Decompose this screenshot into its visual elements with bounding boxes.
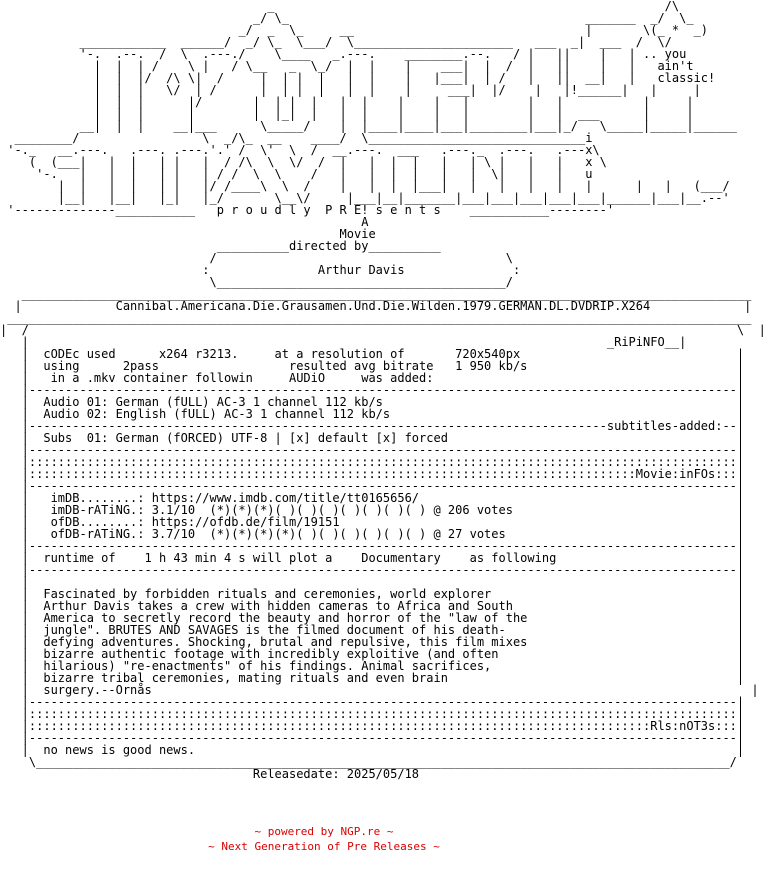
- container-line: | in a .mkv container followin AUDiO was added: |: [0, 371, 745, 385]
- imdb-link-line: | imDB........: https://www.imdb.com/title/tt0165656/ |: [0, 491, 745, 505]
- ofdb-rating-line: | ofDB-rATiNG.: 3.7/10 (*)(*)(*)(*)( )( )( )( )( )( ) @ 27 votes |: [0, 527, 745, 541]
- logo-side-letter-line: ( (___| | | | | | / /\ \ \/ / | | | | | | \ | | | x \: [0, 155, 607, 169]
- logo-tagline-line: '-. .--. / \ .---./ \____ _.---. ________.--. / | || | | .. you: [0, 47, 687, 61]
- audio-2-line: | Audio 02: English (fULL) AC-3 1 channel 112 kb/s |: [0, 407, 745, 421]
- ascii-logo-line: | | | \/ | / | | | | | | | ___| |/ | |!______| | |: [0, 83, 701, 97]
- ascii-logo-line: | | | | | | |/ /____\ \ / | | | |___| | | | | | | | (___/: [0, 179, 730, 193]
- divider: |--------------------------------------------------------------------------------------------------|: [0, 539, 745, 553]
- runtime-line: | runtime of 1 h 43 min 4 s will plot a Documentary as following |: [0, 551, 745, 565]
- dots-divider: |::::::::::::::::::::::::::::::::::::::::::::::::::::::::::::::::::::::::::::::::::::::::::::::::::|: [0, 707, 745, 721]
- ascii-logo-line: | | | |/ | | | | | | | | | | | | |: [0, 95, 694, 109]
- logo-side-letter-line: ________/ \ _/\_ __ ____/ \______________________________i: [0, 131, 607, 145]
- ascii-logo-line: _/ \_ _______ _/ \_: [0, 11, 694, 25]
- plot-line: | defying adventures. Shocking, brutal and repulsive, this film mixes |: [0, 635, 745, 649]
- footer-powered-by[interactable]: [0, 824, 648, 839]
- proudly-presents-line: '--------------___________ p r o u d l y P R E! s e n t s ___________--------': [0, 203, 615, 217]
- logo-tagline-line: | | |/ /\ \| / | | | | | | | |___| | / | || __| | classic!: [0, 71, 716, 85]
- plot-line: | bizarre authentic footage with incredibly exploitive (and often |: [0, 647, 745, 661]
- logo-side-letter-line: '-. | | | | | | / / \ \ / | | | | | | \| | | u: [0, 167, 607, 181]
- divider: |--------------------------------------------------------------------------------------------------|: [0, 383, 745, 397]
- presents-a-line: A: [0, 215, 369, 229]
- divider: |--------------------------------------------------------------------------------------------------|: [0, 443, 745, 457]
- divider: |--------------------------------------------------------------------------------------------------|: [0, 479, 745, 493]
- ascii-logo-line: ____________ ______/ _/ \_ \___/ \______________________ ___ _| ___ / \/: [0, 35, 672, 49]
- divider: |--------------------------------------------------------------------------------------------------|: [0, 695, 745, 709]
- ofdb-link-line: | ofDB........: https://ofdb.de/film/19151 |: [0, 515, 745, 529]
- dots-divider: |::::::::::::::::::::::::::::::::::::::::::::::::::::::::::::::::::::::::::::::::::::::::::::::::::|: [0, 455, 745, 469]
- codec-line: | cODEc used x264 r3213. at a resolution of 720x540px |: [0, 347, 745, 361]
- plot-line: | jungle". BRUTES AND SAVAGES is the filmed document of his death- |: [0, 623, 745, 637]
- presents-movie-line: Movie: [0, 227, 376, 241]
- logo-side-letter-line: '-._ __.---. .---. .---.'.' / \' \ / __.---. ___ .---._ .---. .---x\: [0, 143, 607, 157]
- plot-line: | surgery.--Ornås |: [0, 683, 759, 697]
- divider: |--------------------------------------------------------------------------------------------------|: [0, 563, 745, 577]
- ascii-logo-line: _ /\: [0, 0, 680, 13]
- movieinfo-heading: |::::::::::::::::::::::::::::::::::::::::::::::::::::::::::::::::::::::::::::::::::::Movie:inFOs:::|: [0, 467, 745, 481]
- plot-line: | hilarious) "re-enactments" of his findings. Animal sacrifices, |: [0, 659, 745, 673]
- ascii-logo-line: _/ _ \_ __ | \(_ * _): [0, 23, 709, 37]
- plot-line: | bizarre tribal ceremonies, mating rituals and even brain |: [0, 671, 745, 685]
- box-top: | / \ |: [0, 323, 766, 337]
- divider: _______________________________________________________________________________________________________: [0, 311, 752, 325]
- subtitles-heading: |--------------------------------------------------------------------------------subtitles-added:--|: [0, 419, 745, 433]
- directed-by-line: __________directed by__________: [0, 239, 441, 253]
- director-frame: \________________________________________/: [0, 275, 513, 289]
- logo-tagline-line: | | | / \ | / \__ _ \_/ | | | ___| | / | || | | ain't: [0, 59, 694, 73]
- ascii-logo-line: __| | | __|___ \_____/ | |____|____|___|________|___|_/ \_____|_____|______: [0, 119, 737, 133]
- footer-tagline: ~ Next Generation of Pre Releases ~: [208, 840, 440, 853]
- bitrate-line: | using 2pass resulted avg bitrate 1 950 kb/s |: [0, 359, 745, 373]
- release-name-line: | Cannibal.Americana.Die.Grausamen.Und.Die.Wilden.1979.GERMAN.DL.DVDRIP.X264 |: [0, 299, 752, 313]
- director-frame: / \: [0, 251, 513, 265]
- notes-line: | no news is good news. |: [0, 743, 745, 757]
- plot-line: | America to secretly record the beauty and horror of the "law of the |: [0, 611, 745, 625]
- footer-powered-link[interactable]: ~ powered by NGP.re ~: [254, 825, 394, 838]
- ripinfo-heading: | _RiPiNFO__|: [0, 335, 687, 349]
- rls-notes-heading: |::::::::::::::::::::::::::::::::::::::::::::::::::::::::::::::::::::::::::::::::::::::Rls:nOT3s:::|: [0, 719, 745, 733]
- ascii-logo-line: | | | | | |_| | | | | | | | | ___ | |: [0, 107, 694, 121]
- director-line: : Arthur Davis :: [0, 263, 521, 277]
- divider: |--------------------------------------------------------------------------------------------------|: [0, 731, 745, 745]
- imdb-rating-line: | imDB-rATiNG.: 3.1/10 (*)(*)(*)( )( )( )( )( )( )( ) @ 206 votes |: [0, 503, 745, 517]
- release-date-line: Releasedate: 2025/05/18: [0, 767, 420, 781]
- ascii-logo-line: |__| |__| |_| |_/ \__\/ |___|__|_______|___|___|___|___|___|______|___|__.--': [0, 191, 730, 205]
- subs-line: | Subs 01: German (fORCED) UTF-8 | [x] default [x] forced |: [0, 431, 745, 445]
- box-bottom: \________________________________________________________________________________________________/: [0, 755, 737, 769]
- audio-1-line: | Audio 01: German (fULL) AC-3 1 channel 112 kb/s |: [0, 395, 745, 409]
- spacer: | |: [0, 575, 745, 589]
- divider: _____________________________________________________________________________________________________: [0, 287, 752, 301]
- plot-line: | Arthur Davis takes a crew with hidden cameras to Africa and South |: [0, 599, 745, 613]
- plot-line: | Fascinated by forbidden rituals and ceremonies, world explorer |: [0, 587, 745, 601]
